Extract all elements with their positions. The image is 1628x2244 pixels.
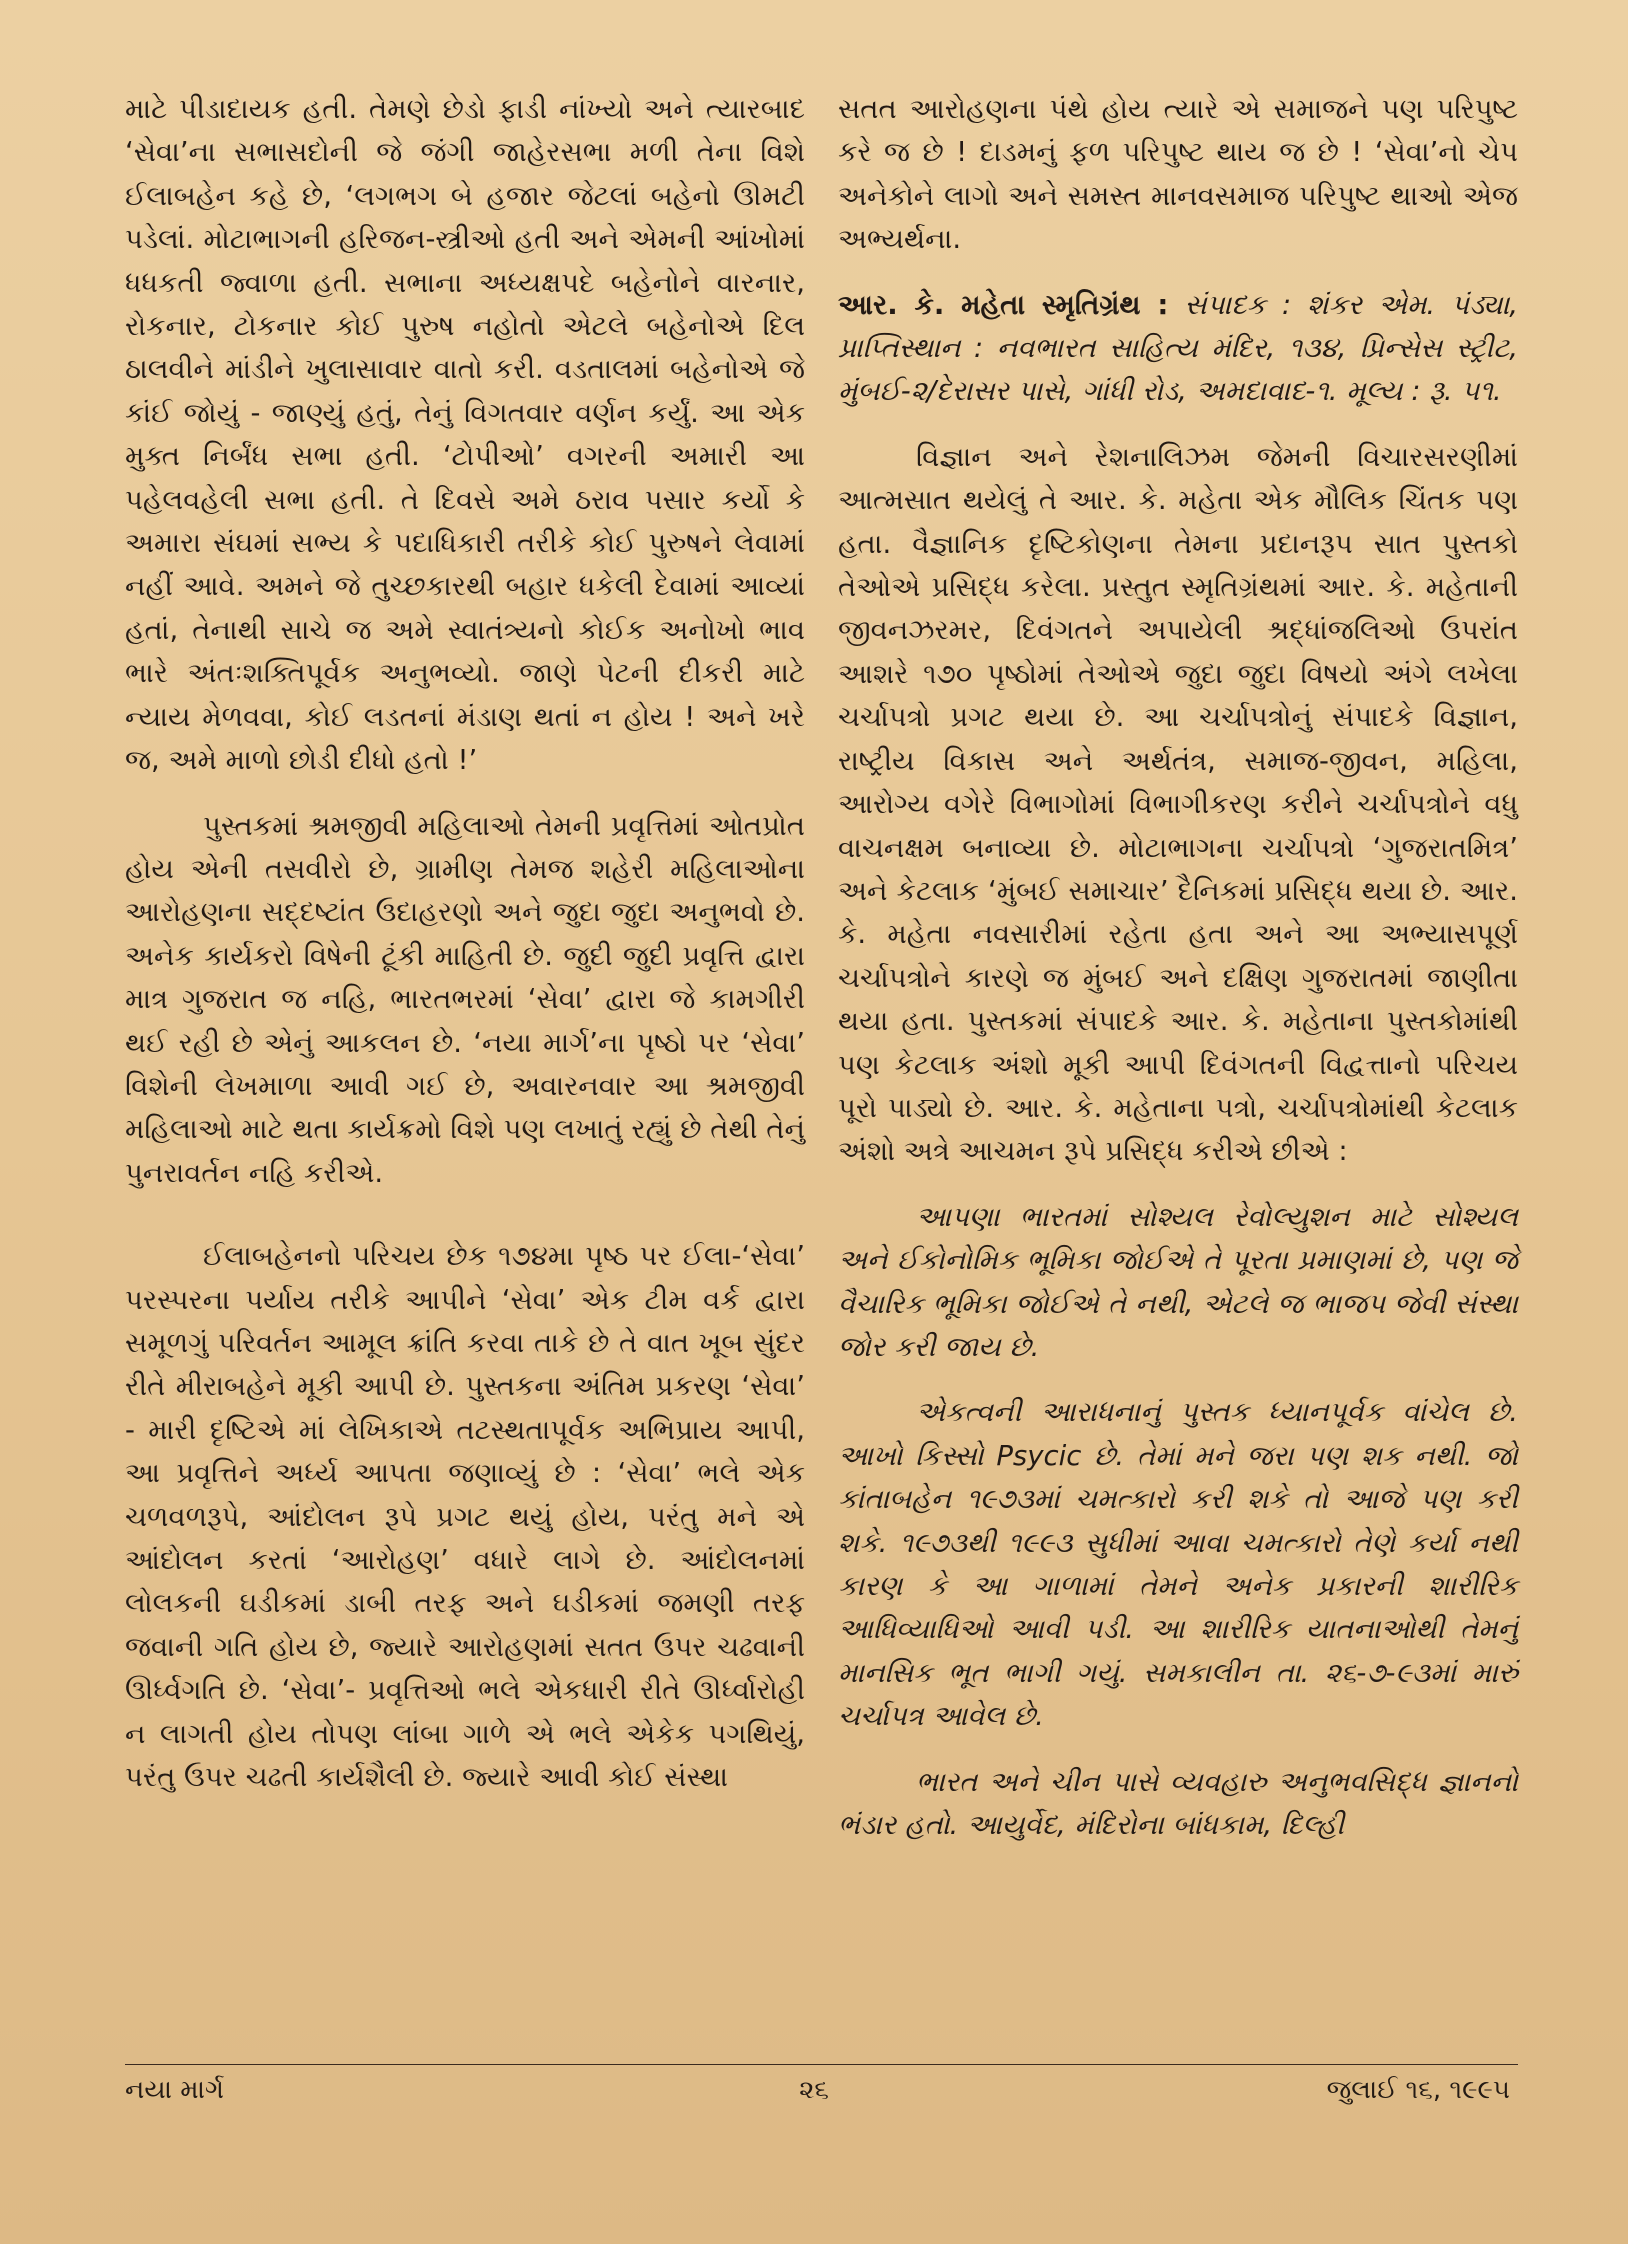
- right-column: [838, 88, 1518, 1847]
- issue-date: જુલાઈ ૧૬, ૧૯૯૫: [1326, 2075, 1510, 2105]
- paragraph: સતત આરોહણના પંથે હોય ત્યારે એ સમાજને પણ પરિપુષ્ટ કરે જ છે ! દાડમનું ફળ પરિપુષ્ટ થાય જ છે ! ‘સેવા’નો ચેપ અનેકોને લાગો અને સમસ્ત માનવસમાજ પરિપુષ્ટ થાઓ એજ અભ્યર્થના.: [838, 93, 1518, 256]
- quote-paragraph: આપણા ભારતમાં સોશ્યલ રેવોલ્યુશન માટે સોશ્યલ અને ઈકોનોમિક ભૂમિકા જોઈએ તે પૂરતા પ્રમાણમાં છે, પણ જે વૈચારિક ભૂમિકા જોઈએ તે નથી, એટલે જ ભાજપ જેવી સંસ્થા જોર કરી જાય છે.: [838, 1200, 1518, 1363]
- paragraph: ઈલાબહેનનો પરિચય છેક ૧૭૪મા પૃષ્ઠ પર ઈલા-‘સેવા’ પરસ્પરના પર્યાય તરીકે આપીને ‘સેવા’ એક ટીમ વર્ક દ્વારા સમૂળગું પરિવર્તન આમૂલ ક્રાંતિ કરવા તાકે છે તે વાત ખૂબ સુંદર રીતે મીરાબહેને મૂકી આપી છે. પુસ્તકના અંતિમ પ્રકરણ ‘સેવા’ - મારી દૃષ્ટિએ માં લેખિકાએ તટસ્થતાપૂર્વક અભિપ્રાય આપી, આ પ્રવૃત્તિને અર્ધ્ય આપતા જણાવ્યું છે : ‘સેવા’ ભલે એક ચળવળરૂપે, આંદોલન રૂપે પ્રગટ થયું હોય, પરંતુ મને એ આંદોલન કરતાં ‘આરોહણ’ વધારે લાગે છે. આંદોલનમાં લોલકની ઘડીકમાં ડાબી તરફ અને ઘડીકમાં જમણી તરફ જવાની ગતિ હોય છે, જ્યારે આરોહણમાં સતત ઉપર ચઢવાની ઊર્ધ્વગતિ છે. ‘સેવા’- પ્રવૃત્તિઓ ભલે એકધારી રીતે ઊર્ધ્વારોહી ન લાગતી હોય તોપણ લાંબા ગાળે એ ભલે એકેક પગથિયું, પરંતુ ઉપર ચઢતી કાર્યશૈલી છે. જ્યારે આવી કોઈ સંસ્થા: [125, 1240, 805, 1794]
- page-number: ૨૬: [799, 2075, 829, 2105]
- footer-divider: [125, 2064, 1518, 2065]
- book-title: આર. કે. મહેતા સ્મૃતિગ્રંથ :: [838, 288, 1169, 321]
- quote-paragraph: ભારત અને ચીન પાસે વ્યવહારુ અનુભવસિદ્ધ જ્ઞાનનો ભંડાર હતો. આયુર્વેદ, મંદિરોના બાંધકામ, દિલ્હી: [838, 1765, 1518, 1842]
- book-reference: [838, 284, 1518, 414]
- left-column: [125, 88, 805, 1799]
- paragraph: પુસ્તકમાં શ્રમજીવી મહિલાઓ તેમની પ્રવૃત્તિમાં ઓતપ્રોત હોય એની તસવીરો છે, ગ્રામીણ તેમજ શહેરી મહિલાઓના આરોહણના સદ્દષ્ટાંત ઉદાહરણો અને જુદા જુદા અનુભવો છે. અનેક કાર્યકરો વિષેની ટૂંકી માહિતી છે. જુદી જુદી પ્રવૃત્તિ દ્વારા માત્ર ગુજરાત જ નહિ, ભારતભરમાં ‘સેવા’ દ્વારા જે કામગીરી થઈ રહી છે એનું આકલન છે. ‘નયા માર્ગ’ના પૃષ્ઠો પર ‘સેવા’ વિશેની લેખમાળા આવી ગઈ છે, અવારનવાર આ શ્રમજીવી મહિલાઓ માટે થતા કાર્યક્રમો વિશે પણ લખાતું રહ્યું છે તેથી તેનું પુનરાવર્તન નહિ કરીએ.: [125, 809, 805, 1189]
- publication-name: નયા માર્ગ: [125, 2075, 225, 2105]
- paragraph: વિજ્ઞાન અને રેશનાલિઝમ જેમની વિચારસરણીમાં આત્મસાત થયેલું તે આર. કે. મહેતા એક મૌલિક ચિંતક પણ હતા. વૈજ્ઞાનિક દૃષ્ટિકોણના તેમના પ્રદાનરૂપ સાત પુસ્તકો તેઓએ પ્રસિદ્ધ કરેલા. પ્રસ્તુત સ્મૃતિગ્રંથમાં આર. કે. મહેતાની જીવનઝરમર, દિવંગતને અપાયેલી શ્રદ્ધાંજલિઓ ઉપરાંત આશરે ૧૭૦ પૃષ્ઠોમાં તેઓએ જુદા જુદા વિષયો અંગે લખેલા ચર્ચાપત્રો પ્રગટ થયા છે. આ ચર્ચાપત્રોનું સંપાદકે વિજ્ઞાન, રાષ્ટ્રીય વિકાસ અને અર્થતંત્ર, સમાજ-જીવન, મહિલા, આરોગ્ય વગેરે વિભાગોમાં વિભાગીકરણ કરીને ચર્ચાપત્રોને વધુ વાચનક્ષમ બનાવ્યા છે. મોટાભાગના ચર્ચાપત્રો ‘ગુજરાતમિત્ર’ અને કેટલાક ‘મુંબઈ સમાચાર’ દૈનિકમાં પ્રસિદ્ધ થયા છે. આર. કે. મહેતા નવસારીમાં રહેતા હતા અને આ અભ્યાસપૂર્ણ ચર્ચાપત્રોને કારણે જ મુંબઈ અને દક્ષિણ ગુજરાતમાં જાણીતા થયા હતા. પુસ્તકમાં સંપાદકે આર. કે. મહેતાના પુસ્તકોમાંથી પણ કેટલાક અંશો મૂકી આપી દિવંગતની વિદ્વત્તાનો પરિચય પૂરો પાડ્યો છે. આર. કે. મહેતાના પત્રો, ચર્ચાપત્રોમાંથી કેટલાક અંશો અત્રે આચમન રૂપે પ્રસિદ્ધ કરીએ છીએ :: [838, 440, 1518, 1168]
- paragraph: માટે પીડાદાયક હતી. તેમણે છેડો ફાડી નાંખ્યો અને ત્યારબાદ ‘સેવા’ના સભાસદોની જે જંગી જાહેરસભા મળી તેના વિશે ઈલાબહેન કહે છે, ‘લગભગ બે હજાર જેટલાં બહેનો ઊમટી પડેલાં. મોટાભાગની હરિજન-સ્ત્રીઓ હતી અને એમની આંખોમાં ધધકતી જ્વાળા હતી. સભાના અધ્યક્ષપદે બહેનોને વારનાર, રોકનાર, ટોકનાર કોઈ પુરુષ નહોતો એટલે બહેનોએ દિલ ઠાલવીને માંડીને ખુલાસાવાર વાતો કરી. વડતાલમાં બહેનોએ જે કાંઈ જોયું - જાણ્યું હતું, તેનું વિગતવાર વર્ણન કર્યું. આ એક મુક્ત નિર્બંધ સભા હતી. ‘ટોપીઓ’ વગરની અમારી આ પહેલવહેલી સભા હતી. તે દિવસે અમે ઠરાવ પસાર કર્યો કે અમારા સંઘમાં સભ્ય કે પદાધિકારી તરીકે કોઈ પુરુષને લેવામાં નહીં આવે. અમને જે તુચ્છકારથી બહાર ધકેલી દેવામાં આવ્યાં હતાં, તેનાથી સાચે જ અમે સ્વાતંત્ર્યનો કોઈક અનોખો ભાવ ભારે અંતઃશક્તિપૂર્વક અનુભવ્યો. જાણે પેટની દીકરી માટે ન્યાય મેળવવા, કોઈ લડતનાં મંડાણ થતાં ન હોય ! અને ખરે જ, અમે માળો છોડી દીધો હતો !’: [125, 93, 805, 777]
- quote-paragraph: એકત્વની આરાધનાનું પુસ્તક ધ્યાનપૂર્વક વાંચેલ છે. આખો કિસ્સો Psycic છે. તેમાં મને જરા પણ શક નથી. જો કાંતાબહેન ૧૯૭૩માં ચમત્કારો કરી શકે તો આજે પણ કરી શકે. ૧૯૭૩થી ૧૯૯૩ સુધીમાં આવા ચમત્કારો તેણે કર્યા નથી કારણ કે આ ગાળામાં તેમને અનેક પ્રકારની શારીરિક આધિવ્યાધિઓ આવી પડી. આ શારીરિક યાતનાઓથી તેમનું માનસિક ભૂત ભાગી ગયું. સમકાલીન તા. ૨૬-૭-૯૩માં મારું ચર્ચાપત્ર આવેલ છે.: [838, 1396, 1518, 1733]
- book-details: સંપાદક : શંકર એમ. પંડ્યા, પ્રાપ્તિસ્થાન : નવભારત સાહિત્ય મંદિર, ૧૩૪, પ્રિન્સેસ સ્ટ્રીટ, મુંબઈ-૨/દેરાસર પાસે, ગાંધી રોડ, અમદાવાદ-૧. મૂલ્ય : રૂ. ૫૧.: [838, 288, 1518, 408]
